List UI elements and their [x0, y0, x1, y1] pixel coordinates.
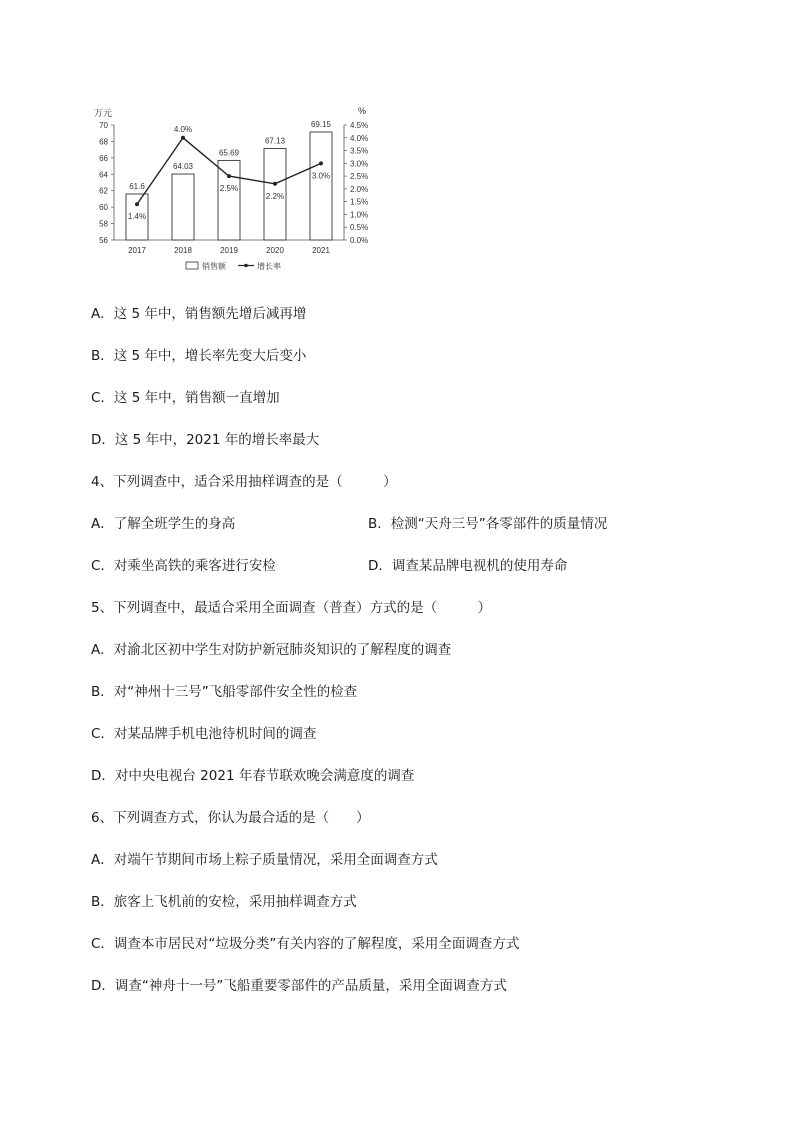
x-tick-label: 2019 — [220, 246, 238, 255]
q5-option-a: A．对渝北区初中学生对防护新冠肺炎知识的了解程度的调查 — [91, 642, 452, 658]
right-tick-label: 2.5% — [350, 172, 369, 182]
right-tick-label: 0.0% — [350, 236, 369, 245]
right-tick-label: 3.0% — [350, 159, 369, 169]
left-tick-label: 68 — [99, 137, 108, 147]
right-axis-unit: % — [358, 106, 367, 116]
legend-line-marker — [244, 264, 248, 268]
growth-rate-point — [227, 174, 231, 178]
growth-rate-label: 4.0% — [173, 124, 193, 134]
q6-option-b: B．旅客上飞机前的安检，采用抽样调查方式 — [91, 894, 357, 910]
growth-rate-point — [273, 182, 277, 186]
q6-option-a: A．对端午节期间市场上粽子质量情况，采用全面调查方式 — [91, 852, 438, 868]
q5-option-b: B．对“神州十三号”飞船零部件安全性的检查 — [91, 684, 358, 700]
sales-bar — [310, 132, 332, 240]
q4-option-c: C．对乘坐高铁的乘客进行安检 — [91, 558, 276, 574]
sales-bar-label: 65.69 — [218, 148, 240, 158]
left-tick-label: 70 — [99, 121, 108, 130]
q6-option-d: D．调查“神舟十一号”飞船重要零部件的产品质量，采用全面调查方式 — [91, 978, 507, 994]
growth-rate-point — [319, 161, 323, 165]
growth-rate-label: 2.2% — [265, 191, 285, 201]
left-tick-label: 64 — [99, 170, 108, 180]
q3-option-c: C．这 5 年中，销售额一直增加 — [91, 390, 280, 406]
q3-option-a: A．这 5 年中，销售额先增后减再增 — [91, 306, 307, 322]
left-tick-label: 62 — [99, 186, 108, 196]
legend-line-label: 增长率 — [257, 262, 281, 271]
q4-option-d: D．调查某品牌电视机的使用寿命 — [368, 558, 568, 574]
sales-growth-chart — [88, 100, 388, 280]
sales-bar — [218, 160, 240, 240]
left-tick-label: 58 — [99, 219, 108, 229]
right-tick-label: 3.5% — [350, 146, 369, 156]
q5-stem: 5、下列调查中，最适合采用全面调查（普查）方式的是（ ） — [91, 600, 492, 616]
q5-option-d: D．对中央电视台 2021 年春节联欢晚会满意度的调查 — [91, 768, 415, 784]
sales-bar — [172, 174, 194, 240]
sales-bar-label: 69.15 — [310, 119, 332, 129]
growth-rate-label: 1.4% — [127, 212, 147, 222]
growth-rate-label: 2.5% — [219, 184, 239, 194]
growth-rate-point — [135, 202, 139, 206]
sales-bar-label: 64.03 — [172, 162, 194, 172]
q5-option-c: C．对某品牌手机电池待机时间的调查 — [91, 726, 317, 742]
left-tick-label: 66 — [99, 153, 108, 163]
legend-bar-swatch — [186, 262, 198, 269]
right-tick-label: 4.5% — [350, 121, 369, 130]
left-tick-label: 60 — [99, 203, 108, 213]
right-tick-label: 1.0% — [350, 210, 369, 220]
q6-option-c: C．调查本市居民对“垃圾分类”有关内容的了解程度，采用全面调查方式 — [91, 936, 520, 952]
q6-stem: 6、下列调查方式，你认为最合适的是（ ） — [91, 810, 370, 826]
left-tick-label: 56 — [99, 236, 108, 245]
x-tick-label: 2021 — [312, 246, 330, 255]
right-tick-label: 4.0% — [350, 133, 369, 143]
q4-option-a: A．了解全班学生的身高 — [91, 516, 236, 532]
growth-rate-label: 3.0% — [311, 171, 331, 181]
right-tick-label: 0.5% — [350, 223, 369, 233]
sales-bar-label: 67.13 — [264, 136, 286, 146]
q4-option-b: B．检测“天舟三号”各零部件的质量情况 — [368, 516, 608, 532]
right-tick-label: 2.0% — [350, 184, 369, 194]
growth-rate-point — [181, 136, 185, 140]
sales-bar-label: 61.6 — [129, 182, 145, 191]
legend-bar-label: 销售额 — [202, 262, 226, 271]
x-tick-label: 2017 — [128, 246, 146, 255]
q4-stem: 4、下列调查中，适合采用抽样调查的是（ ） — [91, 474, 397, 490]
right-tick-label: 1.5% — [350, 197, 369, 207]
q3-option-d: D．这 5 年中，2021 年的增长率最大 — [91, 432, 320, 448]
left-axis-unit: 万元 — [94, 108, 113, 118]
q3-option-b: B．这 5 年中，增长率先变大后变小 — [91, 348, 307, 364]
x-tick-label: 2018 — [174, 246, 192, 255]
x-tick-label: 2020 — [266, 246, 284, 255]
